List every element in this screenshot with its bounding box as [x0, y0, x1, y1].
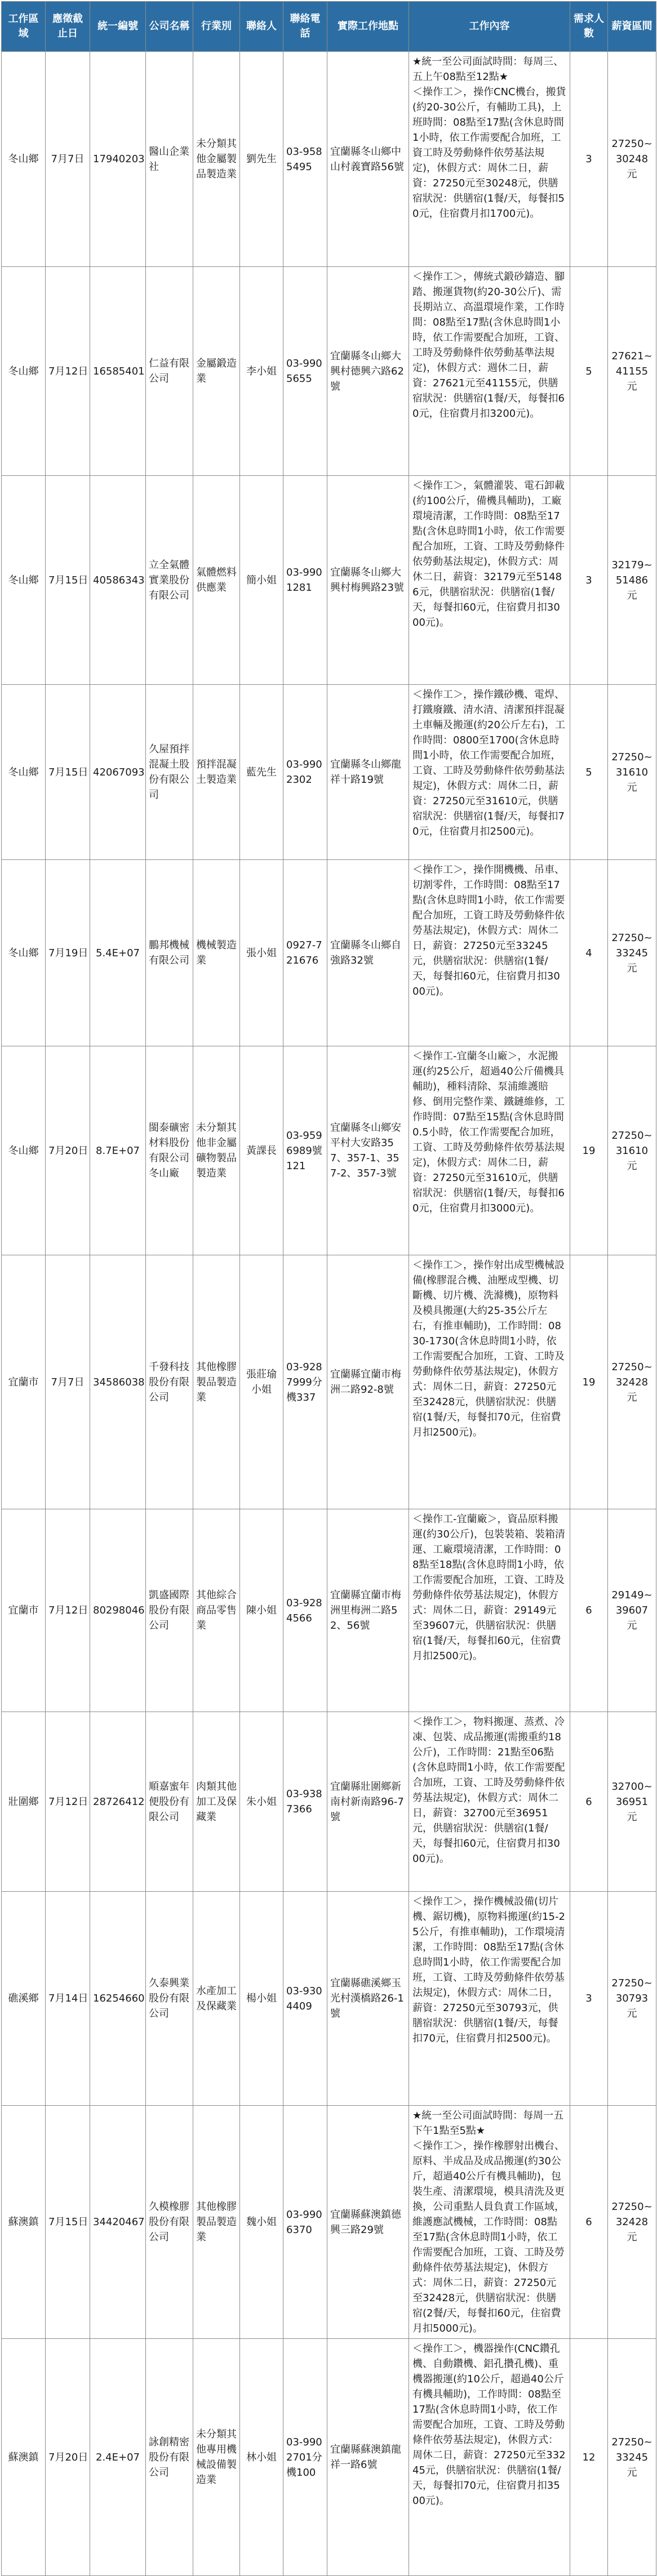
cell-contact-person: 朱小姐	[240, 1712, 283, 1892]
cell-company-name: 順嘉蜜年便股份有限公司	[146, 1712, 193, 1892]
cell-deadline: 7月7日	[46, 1255, 90, 1509]
cell-job-content: ★統一至公司面試時間：每周一五下午1點至5點★ ＜操作工＞，操作橡膠射出機台、原料、半成品及成品搬運(約30公斤，超過40公斤有機具輔助)，包裝生產、清潔環境，模具清洗及更換，公司重點人員負責工作區域，維護應試機械，工作時間：08點至17點(含休息時間1小時，依工作需要配合加班，工資、工時及勞動條件依勞基法規定)，休假方式：周休二日，薪資：27250元至32428元，供膳宿狀況：供膳宿(2餐/天，每餐扣60元，住宿費月扣5000元)。	[409, 2106, 570, 2339]
cell-company-name: 醫山企業社	[146, 52, 193, 267]
cell-contact-person: 張莊瑜小姐	[240, 1255, 283, 1509]
cell-salary-range: 27250~32428元	[608, 2106, 656, 2339]
cell-region: 礁溪鄉	[2, 1892, 46, 2106]
cell-job-content: ＜操作工＞，操作開機機、吊車、切割零件，工作時間：08點至17點(含休息時間1小時，依工作需要配合加班，工資工時及勞動條件依勞基法規定)，休假方式：周休二日，薪資：27250元至33245元，供膳宿狀況：供膳宿(1餐/天，每餐扣60元，住宿費月扣3000元)。	[409, 860, 570, 1046]
cell-contact-person: 藍先生	[240, 685, 283, 860]
cell-headcount: 3	[570, 1892, 608, 2106]
cell-salary-range: 27250~30248元	[608, 52, 656, 267]
header-contact: 聯絡人	[240, 2, 283, 52]
cell-region: 冬山鄉	[2, 476, 46, 685]
cell-work-address: 宜蘭縣冬山鄉龍祥十路19號	[327, 685, 409, 860]
cell-job-content: ＜操作工＞，機器操作(CNC鑽孔機、自動鑽機、鋁孔攢孔機)、重機器搬運(約10公斤，超過40公斤有機具輔助)，工作時間：08點至17點(含休息時間1小時，依工作需要配合加班，工資、工時及勞動條件依勞基法規定)，休假方式：周休二日，薪資：27250元至33245元，供膳宿狀況：供膳宿(1餐/天，每餐扣70元，住宿費月扣3500元)。	[409, 2339, 570, 2576]
cell-region: 蘇澳鎮	[2, 2106, 46, 2339]
table-body	[2, 52, 656, 2576]
cell-work-address: 宜蘭縣壯圍鄉新南村新南路96-7號	[327, 1712, 409, 1892]
cell-deadline: 7月7日	[46, 52, 90, 267]
cell-deadline: 7月14日	[46, 1892, 90, 2106]
cell-contact-person: 李小姐	[240, 267, 283, 476]
cell-headcount: 6	[570, 2106, 608, 2339]
cell-industry: 其他橡膠製品製造業	[193, 2106, 240, 2339]
cell-tax-id: 34586038	[90, 1255, 146, 1509]
cell-industry: 機械製造業	[193, 860, 240, 1046]
cell-headcount: 3	[570, 476, 608, 685]
cell-headcount: 4	[570, 860, 608, 1046]
cell-phone: 03-9906370	[283, 2106, 327, 2339]
cell-contact-person: 林小姐	[240, 2339, 283, 2576]
cell-salary-range: 29149~39607元	[608, 1509, 656, 1712]
cell-industry: 其他綜合商品零售業	[193, 1509, 240, 1712]
cell-phone: 03-9387366	[283, 1712, 327, 1892]
table-row	[2, 1509, 656, 1712]
cell-deadline: 7月12日	[46, 1509, 90, 1712]
cell-salary-range: 27250~31610元	[608, 685, 656, 860]
cell-company-name: 鵬邦機械有限公司	[146, 860, 193, 1046]
table-row	[2, 476, 656, 685]
cell-tax-id: 42067093	[90, 685, 146, 860]
cell-salary-range: 27250~30793元	[608, 1892, 656, 2106]
cell-job-content: ＜操作工-宜蘭廠＞，資品原料搬運(約30公斤)，包裝裝箱、裝箱清運、工廠環境清潔，工作時間：08點至18點(含休息時間1小時，依工作需要配合加班，工資、工時及勞動條件依勞基法規定)，休假方式：周休二日，薪資：29149元至39607元，供膳宿狀況：供膳宿(1餐/天，每餐扣60元，住宿費月扣2500元)。	[409, 1509, 570, 1712]
cell-industry: 未分類其他專用機械設備製造業	[193, 2339, 240, 2576]
table-row	[2, 685, 656, 860]
cell-job-content: ＜操作工＞，操作射出成型機械設備(橡膠混合機、油壓成型機、切斷機、切片機、洗滌機)，原物料及模具搬運(大約25-35公斤左右，有推車輔助)，工作時間：0830-1730(含休息時間1小時，依工作需要配合加班，工資、工時及勞動條件依勞基法規定)，休假方式：周休二日，薪資：27250元至32428元，供膳宿狀況：供膳宿(1餐/天，每餐扣70元，住宿費月扣2500元)。	[409, 1255, 570, 1509]
cell-work-address: 宜蘭縣蘇澳鎮龍祥一路6號	[327, 2339, 409, 2576]
cell-industry: 未分類其他非金屬礦物製品製造業	[193, 1046, 240, 1255]
header-count: 需求人數	[570, 2, 608, 52]
cell-industry: 未分類其他金屬製品製造業	[193, 52, 240, 267]
header-region: 工作區域	[2, 2, 46, 52]
cell-work-address: 宜蘭縣宜蘭市梅洲里梅洲二路52、56號	[327, 1509, 409, 1712]
cell-job-content: ＜操作工＞，操作鐵砂機、電焊、打鐵廢鐵、清水清、清潔預拌混凝土車輛及搬運(約20公斤左右)，工作時間：0800至1700(含休息時間1小時，依工作需要配合加班，工資、工時及勞動條件依勞動基法規定)，休假方式：周休二日，薪資：27250元至31610元，供膳宿狀況：供膳宿(1餐/天，每餐扣70元，住宿費月扣2500元)。	[409, 685, 570, 860]
cell-industry: 預拌混凝土製造業	[193, 685, 240, 860]
cell-region: 冬山鄉	[2, 685, 46, 860]
cell-job-content: ＜操作工＞，傳統式鍛砂鑄造、腳踏、搬運貨物(約20-30公斤)、需長期站立、高溫環境作業，工作時間：08點至17點(含休息時間1小時，依工作需要配合加班，工資、工時及勞動條件依勞動基準法規定)，休假方式：週休二日，薪資：27621元至41155元，供膳宿狀況：供膳宿(1餐/天，每餐扣60元，住宿費月扣3200元)。	[409, 267, 570, 476]
table-row	[2, 2339, 656, 2576]
table-row	[2, 52, 656, 267]
table-row	[2, 1892, 656, 2106]
header-phone: 聯絡電話	[283, 2, 327, 52]
cell-job-content: ＜操作工＞，氣體灌裝、電石卸載(約100公斤，備機具輔助)，工廠環境清潔，工作時間：08點至17點(含休息時間1小時，依工作需要配合加班，工資、工時及勞動條件依勞動基法規定)，休假方式：周休二日，薪資：32179元至51486元，供膳宿狀況：供膳宿(1餐/天，每餐扣60元，住宿費月扣3000元)。	[409, 476, 570, 685]
cell-tax-id: 2.4E+07	[90, 2339, 146, 2576]
cell-salary-range: 32700~36951元	[608, 1712, 656, 1892]
cell-headcount: 5	[570, 685, 608, 860]
cell-headcount: 12	[570, 2339, 608, 2576]
header-deadline: 應徵截止日	[46, 2, 90, 52]
cell-company-name: 仁益有限公司	[146, 267, 193, 476]
table-row	[2, 860, 656, 1046]
cell-contact-person: 魏小姐	[240, 2106, 283, 2339]
cell-work-address: 宜蘭縣蘇澳鎮德興三路29號	[327, 2106, 409, 2339]
cell-industry: 金屬鍛造業	[193, 267, 240, 476]
cell-industry: 肉類其他加工及保藏業	[193, 1712, 240, 1892]
cell-phone: 03-9596989號121	[283, 1046, 327, 1255]
cell-deadline: 7月15日	[46, 685, 90, 860]
cell-region: 蘇澳鎮	[2, 2339, 46, 2576]
cell-work-address: 宜蘭縣冬山鄉大興村德興六路62號	[327, 267, 409, 476]
cell-salary-range: 27621~41155元	[608, 267, 656, 476]
cell-phone: 03-9901281	[283, 476, 327, 685]
header-salary: 薪資區間	[608, 2, 656, 52]
cell-tax-id: 34420467	[90, 2106, 146, 2339]
cell-salary-range: 27250~32428元	[608, 1255, 656, 1509]
cell-contact-person: 楊小姐	[240, 1892, 283, 2106]
cell-tax-id: 40586343	[90, 476, 146, 685]
cell-company-name: 詠創精密股份有限公司	[146, 2339, 193, 2576]
cell-region: 冬山鄉	[2, 52, 46, 267]
cell-company-name: 久泰興業股份有限公司	[146, 1892, 193, 2106]
table-row	[2, 1712, 656, 1892]
job-openings-table	[1, 1, 656, 2576]
cell-deadline: 7月19日	[46, 860, 90, 1046]
header-content: 工作內容	[409, 2, 570, 52]
cell-phone: 03-9284566	[283, 1509, 327, 1712]
cell-job-content: ★統一至公司面試時間：每周三、五上午08點至12點★ ＜操作工＞，操作CNC機台，搬貨(約20-30公斤，有輔助工具)，上班時間：08點至17點(含休息時間1小時，依工作需要配合加班，工資工時及勞動條件依勞基法規定)，休假方式：周休二日，薪資：27250元至30248元，供膳宿狀況：供膳宿(1餐/天，每餐扣50元，住宿費月扣1700元)。	[409, 52, 570, 267]
cell-contact-person: 張小姐	[240, 860, 283, 1046]
cell-work-address: 宜蘭縣冬山鄉中山村義寶路56號	[327, 52, 409, 267]
cell-headcount: 19	[570, 1046, 608, 1255]
cell-industry: 水產加工及保藏業	[193, 1892, 240, 2106]
table-row	[2, 267, 656, 476]
cell-work-address: 宜蘭縣冬山鄉大興村梅興路23號	[327, 476, 409, 685]
cell-tax-id: 16254660	[90, 1892, 146, 2106]
cell-tax-id: 80298046	[90, 1509, 146, 1712]
table-row	[2, 1255, 656, 1509]
cell-work-address: 宜蘭縣冬山鄉自強路32號	[327, 860, 409, 1046]
cell-salary-range: 32179~51486元	[608, 476, 656, 685]
cell-headcount: 5	[570, 267, 608, 476]
header-row	[2, 2, 656, 52]
cell-salary-range: 27250~33245元	[608, 860, 656, 1046]
cell-region: 冬山鄉	[2, 1046, 46, 1255]
cell-headcount: 6	[570, 1509, 608, 1712]
cell-region: 冬山鄉	[2, 860, 46, 1046]
table-header	[2, 2, 656, 52]
cell-tax-id: 28726412	[90, 1712, 146, 1892]
cell-company-name: 立全氣體實業股份有限公司	[146, 476, 193, 685]
table-row	[2, 1046, 656, 1255]
cell-deadline: 7月12日	[46, 267, 90, 476]
cell-deadline: 7月15日	[46, 476, 90, 685]
cell-job-content: ＜操作工-宜蘭冬山廠＞，水泥搬運(約25公斤，超過40公斤備機具輔助)，種料清除、泵浦維護賠修、倒用完整作業、鐵鏈維修，工作時間：07點至15點(含休息時間0.5小時，依工作需要配合加班，工資、工時及勞動條件依勞基法規定)，休假方式：周休二日，薪資：27250元至31610元，供膳宿狀況：供膳宿(1餐/天，每餐扣60元，住宿費月扣3000元)。	[409, 1046, 570, 1255]
cell-deadline: 7月12日	[46, 1712, 90, 1892]
cell-tax-id: 17940203	[90, 52, 146, 267]
cell-tax-id: 5.4E+07	[90, 860, 146, 1046]
cell-company-name: 千發科技股份有限公司	[146, 1255, 193, 1509]
cell-tax-id: 8.7E+07	[90, 1046, 146, 1255]
cell-work-address: 宜蘭縣礁溪鄉玉光村漢橋路26-1號	[327, 1892, 409, 2106]
cell-industry: 其他橡膠製品製造業	[193, 1255, 240, 1509]
cell-headcount: 3	[570, 52, 608, 267]
cell-company-name: 凱盛國際股份有限公司	[146, 1509, 193, 1712]
cell-region: 宜蘭市	[2, 1509, 46, 1712]
cell-company-name: 久模橡膠股份有限公司	[146, 2106, 193, 2339]
cell-region: 宜蘭市	[2, 1255, 46, 1509]
cell-job-content: ＜操作工＞，操作機械設備(切片機、鋸切機)，原物料搬運(約15-25公斤，有推車輔助)，工作環境清潔，工作時間：08點至17點(含休息時間1小時，依工作需要配合加班，工資、工時及勞動條件依勞基法規定)，休假方式：周休二日，薪資：27250元至30793元，供膳宿狀況：供膳宿(1餐/天，每餐扣70元，住宿費月扣2500元)。	[409, 1892, 570, 2106]
header-taxid: 統一編號	[90, 2, 146, 52]
cell-phone: 03-9585495	[283, 52, 327, 267]
cell-job-content: ＜操作工＞，物料搬運、蒸煮、冷凍、包裝、成品搬運(需搬重約18公斤)，工作時間：21點至06點(含休息時間1小時，依工作需要配合加班，工資、工時及勞動條件依勞基法規定)，休假方式：周休二日，薪資：32700元至36951元，供膳宿狀況：供膳宿(1餐/天，每餐扣60元，住宿費月扣3000元)。	[409, 1712, 570, 1892]
cell-industry: 氣體燃料供應業	[193, 476, 240, 685]
cell-phone: 03-9902701分機100	[283, 2339, 327, 2576]
cell-region: 冬山鄉	[2, 267, 46, 476]
cell-phone: 03-9905655	[283, 267, 327, 476]
cell-contact-person: 陳小姐	[240, 1509, 283, 1712]
cell-headcount: 6	[570, 1712, 608, 1892]
header-company: 公司名稱	[146, 2, 193, 52]
cell-phone: 03-9304409	[283, 1892, 327, 2106]
cell-phone: 0927-721676	[283, 860, 327, 1046]
cell-deadline: 7月15日	[46, 2106, 90, 2339]
cell-region: 壯圍鄉	[2, 1712, 46, 1892]
cell-salary-range: 27250~31610元	[608, 1046, 656, 1255]
cell-work-address: 宜蘭縣宜蘭市梅洲二路92-8號	[327, 1255, 409, 1509]
cell-phone: 03-9902302	[283, 685, 327, 860]
cell-company-name: 閩泰礦密材料股份有限公司冬山廠	[146, 1046, 193, 1255]
cell-contact-person: 黃課長	[240, 1046, 283, 1255]
cell-salary-range: 27250~33245元	[608, 2339, 656, 2576]
header-address: 實際工作地點	[327, 2, 409, 52]
cell-contact-person: 簡小姐	[240, 476, 283, 685]
cell-tax-id: 16585401	[90, 267, 146, 476]
cell-deadline: 7月20日	[46, 1046, 90, 1255]
cell-company-name: 久屋預拌混凝土股份有限公司	[146, 685, 193, 860]
cell-deadline: 7月20日	[46, 2339, 90, 2576]
cell-phone: 03-9287999分機337	[283, 1255, 327, 1509]
cell-headcount: 19	[570, 1255, 608, 1509]
header-industry: 行業別	[193, 2, 240, 52]
cell-contact-person: 劉先生	[240, 52, 283, 267]
cell-work-address: 宜蘭縣冬山鄉安平村大安路357、357-1、357-2、357-3號	[327, 1046, 409, 1255]
table-row	[2, 2106, 656, 2339]
